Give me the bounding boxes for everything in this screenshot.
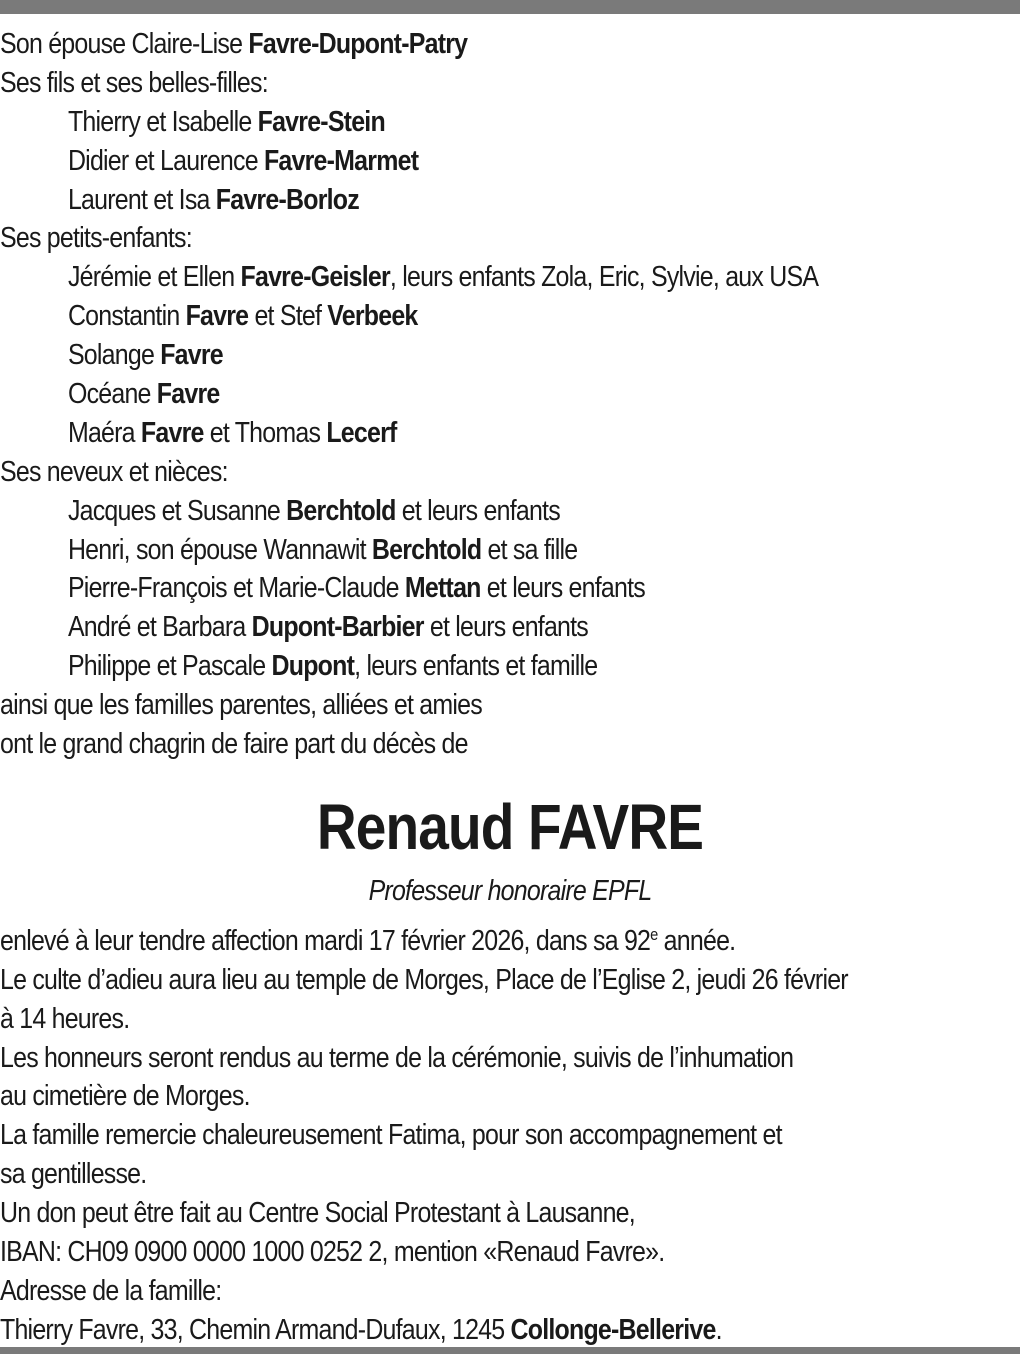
surname: Favre-Stein — [257, 105, 385, 138]
surname: Favre — [160, 339, 223, 372]
nephews-heading: Ses neveux et nièces: — [0, 455, 228, 488]
deceased-name: Renaud FAVRE — [316, 790, 704, 863]
surname: Favre — [140, 416, 204, 449]
surname: Dupont — [271, 650, 355, 683]
details-block — [0, 922, 1020, 1350]
surname: Lecerf — [326, 416, 397, 449]
surname: Favre-Geisler — [240, 261, 390, 294]
surname: Berchtold — [286, 494, 396, 527]
city: Collonge-Bellerive — [510, 1313, 716, 1346]
surname: Favre-Marmet — [263, 144, 419, 177]
address-heading: Adresse de la famille: — [0, 1274, 222, 1307]
announce-line: ont le grand chagrin de faire part du décès de — [0, 728, 468, 761]
thanks-line: sa gentillesse. — [0, 1158, 147, 1191]
surname: Favre — [185, 300, 249, 333]
family-member-line: Laurent et Isa Favre-Borloz — [67, 183, 359, 216]
service-line: à 14 heures. — [0, 1002, 130, 1035]
service-line: Le culte d’adieu aura lieu au temple de Morges, Place de l’Eglise 2, jeudi 26 février — [0, 963, 848, 996]
bottom-rule — [0, 1347, 1020, 1354]
honours-line: au cimetière de Morges. — [0, 1080, 250, 1113]
honours-line: Les honneurs seront rendus au terme de la cérémonie, suivis de l’inhumation — [0, 1041, 794, 1074]
surname: Mettan — [404, 572, 481, 605]
family-member-line: Philippe et Pascale Dupont, leurs enfants et famille — [67, 650, 598, 683]
family-member-line: Jacques et Susanne Berchtold et leurs enfants — [67, 494, 560, 527]
obituary-notice — [0, 25, 1020, 1350]
donation-line: Un don peut être fait au Centre Social Protestant à Lausanne, — [0, 1197, 635, 1230]
surname: Favre-Borloz — [215, 183, 359, 216]
deceased-title: Professeur honoraire EPFL — [368, 874, 652, 907]
surname: Favre-Dupont-Patry — [248, 28, 468, 60]
family-member-line: Pierre-François et Marie-Claude Mettan et leurs enfants — [67, 572, 645, 605]
top-rule — [0, 0, 1020, 14]
surname: Dupont-Barbier — [251, 611, 424, 644]
thanks-line: La famille remercie chaleureusement Fatima, pour son accompagnement et — [0, 1119, 782, 1152]
family-member-line: Océane Favre — [67, 378, 220, 411]
passing-line: enlevé à leur tendre affection mardi 17 février 2026, dans sa 92e année. — [0, 924, 736, 957]
surname: Berchtold — [371, 533, 482, 566]
family-member-line: Didier et Laurence Favre-Marmet — [67, 144, 419, 177]
family-member-line: Henri, son épouse Wannawit Berchtold et sa fille — [67, 533, 578, 566]
family-member-line: Solange Favre — [67, 339, 223, 372]
grandchildren-heading: Ses petits-enfants: — [0, 222, 192, 255]
family-member-line: André et Barbara Dupont-Barbier et leurs enfants — [67, 611, 589, 644]
surname: Favre — [156, 378, 220, 411]
family-member-line: Jérémie et Ellen Favre-Geisler, leurs enfants Zola, Eric, Sylvie, aux USA — [67, 261, 819, 294]
families-line: ainsi que les familles parentes, alliées et amies — [0, 689, 482, 722]
family-member-line: Maéra Favre et Thomas Lecerf — [67, 416, 397, 449]
surname: Verbeek — [327, 300, 418, 333]
donation-line: IBAN: CH09 0900 0000 1000 0252 2, mention «Renaud Favre». — [0, 1236, 665, 1269]
spouse-line: Son épouse Claire-Lise Favre-Dupont-Patry — [0, 28, 468, 60]
address-line: Thierry Favre, 33, Chemin Armand-Dufaux, 1245 Collonge-Bellerive. — [0, 1313, 722, 1346]
ordinal-suffix: e — [650, 924, 658, 944]
sons-heading: Ses fils et ses belles-filles: — [0, 66, 268, 99]
family-member-line: Constantin Favre et Stef Verbeek — [67, 300, 418, 333]
family-member-line: Thierry et Isabelle Favre-Stein — [67, 105, 385, 138]
